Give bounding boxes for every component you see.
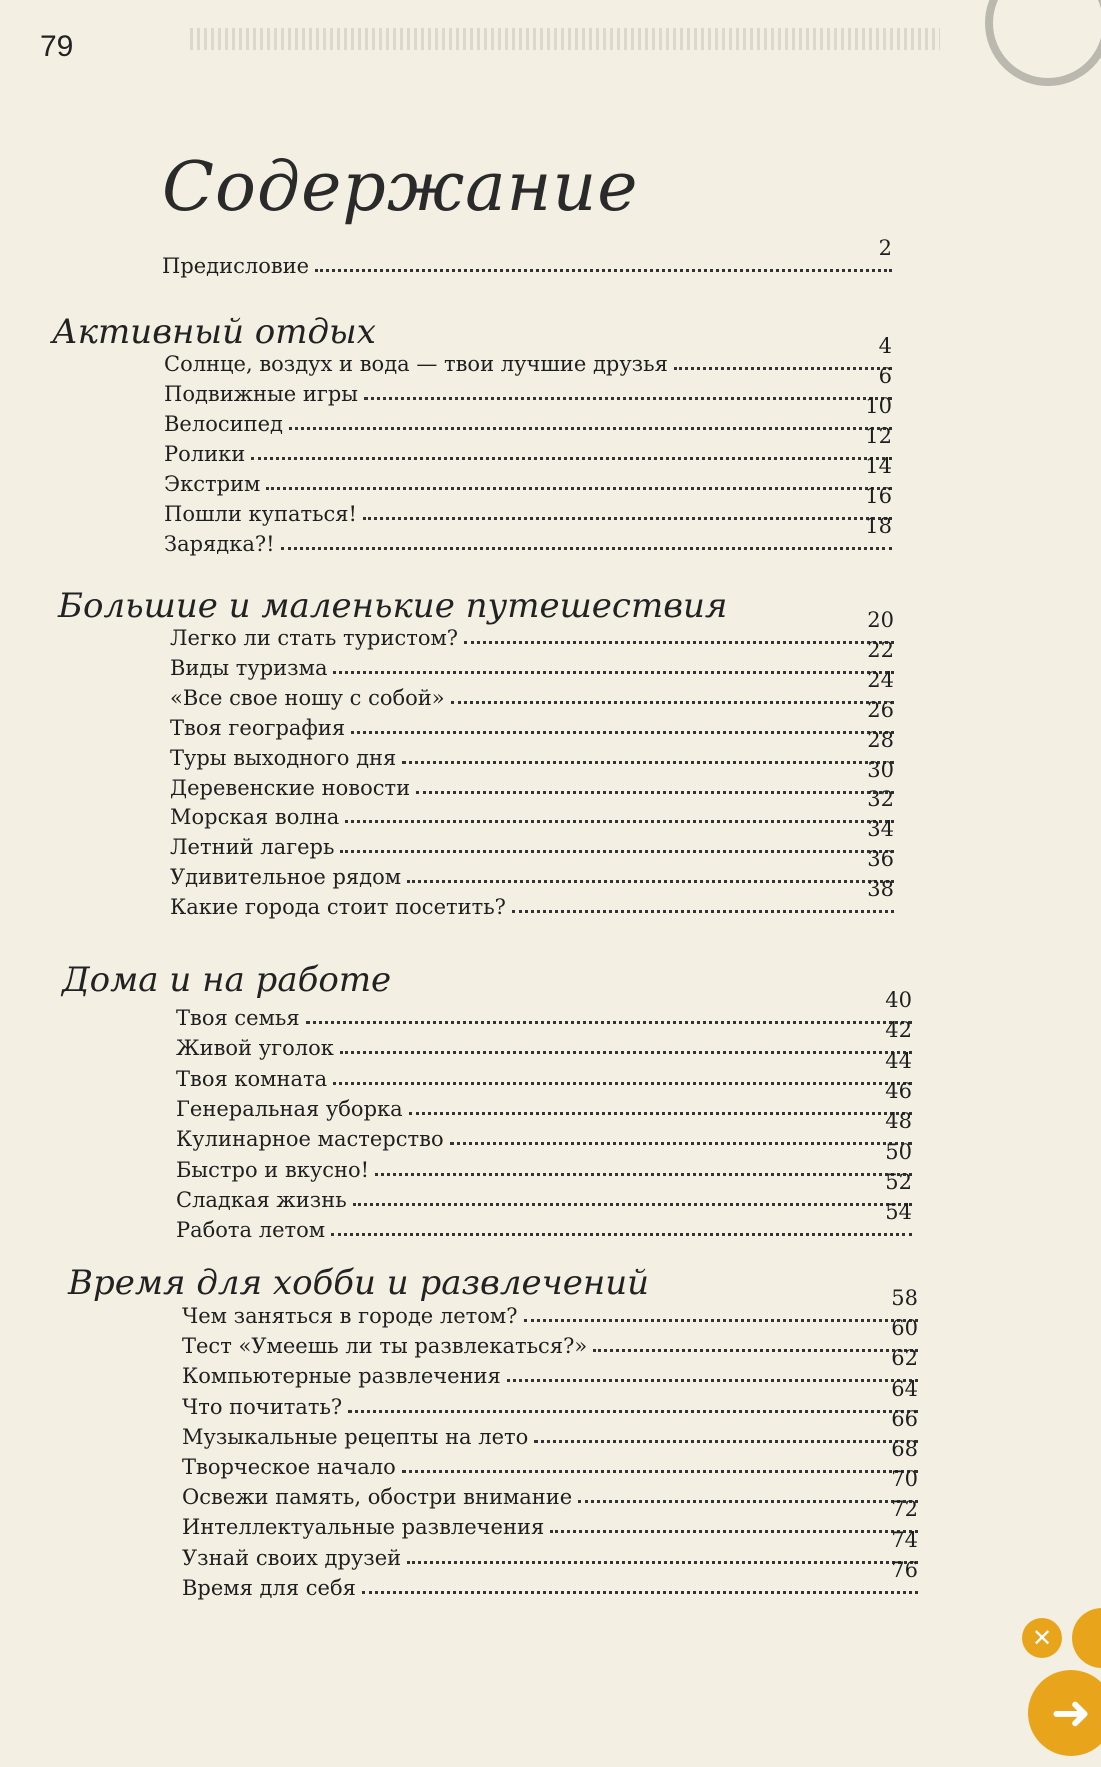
dot-leader <box>464 641 894 644</box>
toc-entry-label: Интеллектуальные развлечения <box>182 1515 545 1539</box>
section-title: Активный отдых <box>52 312 376 352</box>
toc-entry-label: Узнай своих друзей <box>182 1546 402 1570</box>
toc-entry-label: Музыкальные рецепты на лето <box>182 1425 529 1449</box>
toc-entry-page: 32 <box>867 787 894 811</box>
toc-entry-page: 66 <box>891 1407 918 1431</box>
page-title: Содержание <box>162 148 639 227</box>
toc-entry-label: Твоя комната <box>176 1067 328 1091</box>
toc-entry-page: 40 <box>885 988 912 1012</box>
toc-entry-page: 28 <box>867 728 894 752</box>
toc-entry[interactable] <box>182 1528 918 1570</box>
toc-entry-label: Чем заняться в городе летом? <box>182 1304 518 1328</box>
toc-entry-label: Предисловие <box>162 254 310 278</box>
close-icon[interactable]: ✕ <box>1022 1618 1062 1658</box>
toc-entry-page: 20 <box>867 608 894 632</box>
toc-entry-label: Твоя география <box>170 716 346 740</box>
toc-entry-label: Ролики <box>164 442 246 466</box>
decorative-band <box>190 28 940 50</box>
dot-leader <box>550 1530 918 1533</box>
dot-leader <box>451 701 894 704</box>
toc-entry-page: 74 <box>891 1528 918 1552</box>
toc-entry-page: 18 <box>865 514 892 538</box>
dot-leader <box>363 517 892 520</box>
toc-entry-page: 34 <box>867 817 894 841</box>
toc-entry-label: Время для себя <box>182 1576 356 1600</box>
toc-entry-label: Освежи память, обостри внимание <box>182 1485 573 1509</box>
decorative-circle <box>985 0 1101 86</box>
toc-entry-label: Сладкая жизнь <box>176 1188 347 1212</box>
toc-entry-label: Какие города стоит посетить? <box>170 895 506 919</box>
dot-leader <box>362 1591 918 1594</box>
dot-leader <box>333 1082 912 1085</box>
section-title: Дома и на работе <box>62 960 392 1000</box>
toc-entry-label: Деревенские новости <box>170 776 411 800</box>
toc-entry-page: 16 <box>865 484 892 508</box>
toc-entry-page: 50 <box>885 1140 912 1164</box>
dot-leader <box>251 457 892 460</box>
toc-entry-label: Зарядка?! <box>164 532 275 556</box>
toc-entry-page: 60 <box>891 1316 918 1340</box>
toc-entry-page: 54 <box>885 1200 912 1224</box>
toc-entry-label: Что почитать? <box>182 1395 343 1419</box>
toc-entry-label: Экстрим <box>164 472 261 496</box>
dot-leader <box>281 547 892 550</box>
toc-entry-label: Виды туризма <box>170 656 328 680</box>
toc-entry-label: Туры выходного дня <box>170 746 397 770</box>
toc-entry-page: 6 <box>878 364 892 388</box>
toc-entry[interactable] <box>176 988 912 1030</box>
dot-leader <box>289 427 892 430</box>
toc-entry[interactable] <box>182 1377 918 1419</box>
toc-entry-page: 48 <box>885 1109 912 1133</box>
dot-leader <box>351 731 894 734</box>
dot-leader <box>534 1440 918 1443</box>
toc-entry-page: 4 <box>878 334 892 358</box>
toc-entry-label: Твоя семья <box>176 1006 300 1030</box>
dot-leader <box>407 880 894 883</box>
toc-entry-page: 52 <box>885 1170 912 1194</box>
toc-entry-page: 58 <box>891 1286 918 1310</box>
toc-entry-label: Тест «Умеешь ли ты развлекаться?» <box>182 1334 588 1358</box>
toc-entry-page: 2 <box>878 236 892 260</box>
toc-entry-label: Быстро и вкусно! <box>176 1158 370 1182</box>
page-number: 79 <box>40 30 74 63</box>
dot-leader <box>407 1561 918 1564</box>
toc-entry-page: 70 <box>891 1467 918 1491</box>
dot-leader <box>266 487 892 490</box>
toc-entry-page: 72 <box>891 1497 918 1521</box>
toc-entry-page: 68 <box>891 1437 918 1461</box>
dot-leader <box>364 397 892 400</box>
toc-entry-page: 12 <box>865 424 892 448</box>
dot-leader <box>333 671 894 674</box>
toc-entry-page: 26 <box>867 698 894 722</box>
dot-leader <box>306 1021 912 1024</box>
toc-entry-label: Морская волна <box>170 805 340 829</box>
toc-entry-label: Работа летом <box>176 1218 326 1242</box>
toc-entry-page: 36 <box>867 847 894 871</box>
toc-entry-label: Живой уголок <box>176 1036 334 1060</box>
section-title: Большие и маленькие путешествия <box>58 586 728 626</box>
dot-leader <box>345 820 894 823</box>
toc-entry-label: Легко ли стать туристом? <box>170 626 459 650</box>
toc-entry-label: Летний лагерь <box>170 835 335 859</box>
toc-entry-page: 10 <box>865 394 892 418</box>
circle-partial-icon[interactable] <box>1072 1608 1101 1668</box>
toc-entry-page: 64 <box>891 1377 918 1401</box>
dot-leader <box>524 1319 918 1322</box>
toc-entry-page: 38 <box>867 877 894 901</box>
toc-entry-preface[interactable] <box>162 236 892 278</box>
toc-entry-label: Пошли купаться! <box>164 502 357 526</box>
dot-leader <box>348 1410 918 1413</box>
section-title: Время для хобби и развлечений <box>68 1263 650 1303</box>
dot-leader <box>409 1112 912 1115</box>
toc-entry[interactable] <box>176 1140 912 1182</box>
toc-entry-page: 44 <box>885 1049 912 1073</box>
toc-entry-page: 62 <box>891 1346 918 1370</box>
toc-entry[interactable] <box>182 1286 918 1328</box>
toc-entry-label: «Все свое ношу с собой» <box>170 686 445 710</box>
toc-entry-label: Удивительное рядом <box>170 865 402 889</box>
toc-entry-page: 24 <box>867 668 894 692</box>
toc-entry[interactable] <box>164 334 892 376</box>
dot-leader <box>375 1173 912 1176</box>
dot-leader <box>331 1233 912 1236</box>
dot-leader <box>315 269 892 272</box>
toc-entry-page: 30 <box>867 758 894 782</box>
toc-entry-label: Творческое начало <box>182 1455 396 1479</box>
toc-entry-page: 14 <box>865 454 892 478</box>
dot-leader <box>353 1203 912 1206</box>
toc-entry-page: 22 <box>867 638 894 662</box>
dot-leader <box>416 791 894 794</box>
dot-leader <box>340 850 894 853</box>
toc-entry-page: 46 <box>885 1079 912 1103</box>
dot-leader <box>507 1379 918 1382</box>
toc-entry-page: 76 <box>891 1558 918 1582</box>
dot-leader <box>512 910 894 913</box>
toc-entry-page: 42 <box>885 1018 912 1042</box>
dot-leader <box>402 761 894 764</box>
dot-leader <box>340 1051 912 1054</box>
toc-entry-label: Генеральная уборка <box>176 1097 403 1121</box>
dot-leader <box>402 1470 918 1473</box>
toc-entry-label: Солнце, воздух и вода — твои лучшие друзья <box>164 352 668 376</box>
arrow-right-icon[interactable]: ➜ <box>1028 1670 1101 1756</box>
dot-leader <box>450 1142 912 1145</box>
toc-entry[interactable] <box>170 608 894 650</box>
toc-entry-label: Подвижные игры <box>164 382 358 406</box>
toc-entry[interactable] <box>176 1049 912 1091</box>
toc-entry-label: Кулинарное мастерство <box>176 1127 444 1151</box>
toc-entry-label: Компьютерные развлечения <box>182 1364 501 1388</box>
dot-leader <box>578 1500 918 1503</box>
dot-leader <box>674 367 892 370</box>
dot-leader <box>593 1349 918 1352</box>
toc-entry-label: Велосипед <box>164 412 283 436</box>
